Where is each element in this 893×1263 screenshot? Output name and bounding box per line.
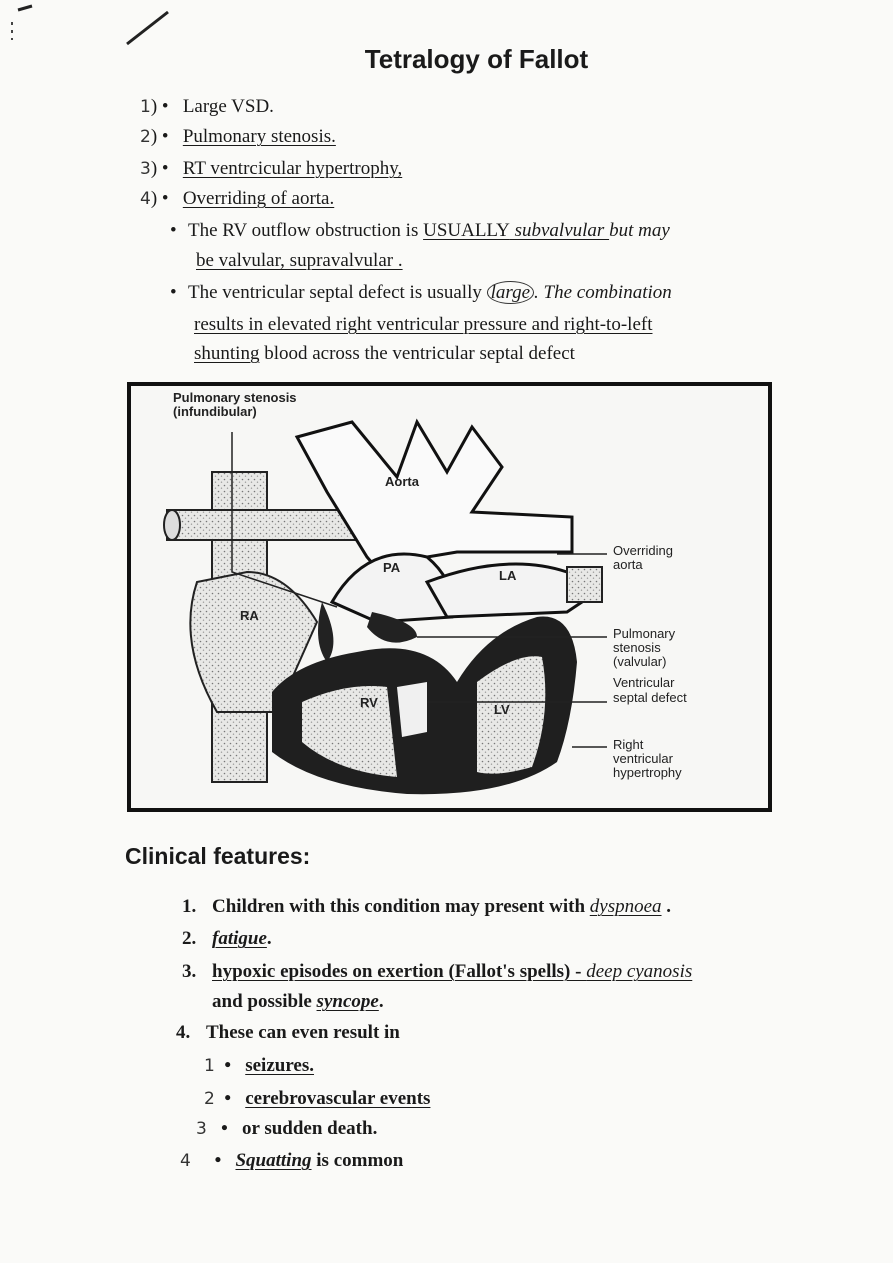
clinical-item-3: 3. hypoxic episodes on exertion (Fallot's spells) - deep cyanosis <box>182 961 693 982</box>
label-pulm-valv-3: (valvular) <box>613 654 667 669</box>
tetralogy-diagram <box>127 382 772 812</box>
circled-word: large <box>487 281 534 304</box>
label-pulm-infund-2: (infundibular) <box>173 404 257 419</box>
note-vsd-cont-2: shunting blood across the ventricular septal defect <box>194 343 575 364</box>
sub-item: 1 • seizures. <box>204 1055 315 1076</box>
note-rv-outflow-cont: be valvular, supravalvular . <box>196 250 403 271</box>
label-la: LA <box>499 568 517 583</box>
feature-text: RT ventrcicular hypertrophy, <box>182 158 403 179</box>
section-heading: Clinical features: <box>125 843 311 869</box>
handwritten-number: 2 <box>140 127 151 147</box>
label-lv: LV <box>494 702 510 717</box>
list-item: 1) • Large VSD. <box>140 96 274 117</box>
label-rvh-2: ventricular <box>613 751 673 766</box>
clinical-item-1: 1. Children with this condition may present with dyspnoea . <box>182 896 672 917</box>
clinical-item-3-cont: and possible syncope. <box>212 991 384 1012</box>
feature-text: Pulmonary stenosis. <box>182 126 336 147</box>
sub-item: 4 • Squatting is common <box>180 1150 404 1171</box>
note-vsd-cont: results in elevated right ventricular pressure and right-to-left <box>194 314 653 335</box>
handwritten-number: 4 <box>140 189 151 209</box>
label-rvh-3: hypertrophy <box>613 765 682 780</box>
sub-item: 3 • or sudden death. <box>196 1118 378 1139</box>
label-pulm-infund: Pulmonary stenosis <box>173 390 297 405</box>
label-overriding-2: aorta <box>613 557 643 572</box>
label-vsd-2: septal defect <box>613 690 687 705</box>
page-title: Tetralogy of Fallot <box>364 44 589 74</box>
handwritten-number: 3 <box>140 159 151 179</box>
label-pa: PA <box>383 560 401 575</box>
label-pulm-valv: Pulmonary <box>613 626 676 641</box>
note-rv-outflow: • The RV outflow obstruction is USUALLY subvalvular but may <box>170 220 670 241</box>
clinical-item-2: 2. fatigue. <box>182 928 272 949</box>
label-aorta: Aorta <box>385 474 419 489</box>
label-rv: RV <box>360 695 378 710</box>
label-vsd: Ventricular <box>613 675 675 690</box>
label-rvh: Right <box>613 737 644 752</box>
label-ra: RA <box>240 608 259 623</box>
sub-item: 2 • cerebrovascular events <box>204 1088 431 1109</box>
feature-text: Large VSD. <box>182 96 274 117</box>
list-item: 2) • Pulmonary stenosis. <box>140 126 336 147</box>
handwritten-number: 1 <box>140 97 151 117</box>
list-item: 4) • Overriding of aorta. <box>140 188 335 209</box>
feature-text: Overriding of aorta. <box>182 188 335 209</box>
clinical-item-4: 4. These can even result in <box>176 1022 400 1043</box>
label-pulm-valv-2: stenosis <box>613 640 661 655</box>
label-overriding: Overriding <box>613 543 673 558</box>
note-vsd: • The ventricular septal defect is usually large . The combination <box>170 282 672 303</box>
list-item: 3) • RT ventrcicular hypertrophy, <box>140 158 403 179</box>
